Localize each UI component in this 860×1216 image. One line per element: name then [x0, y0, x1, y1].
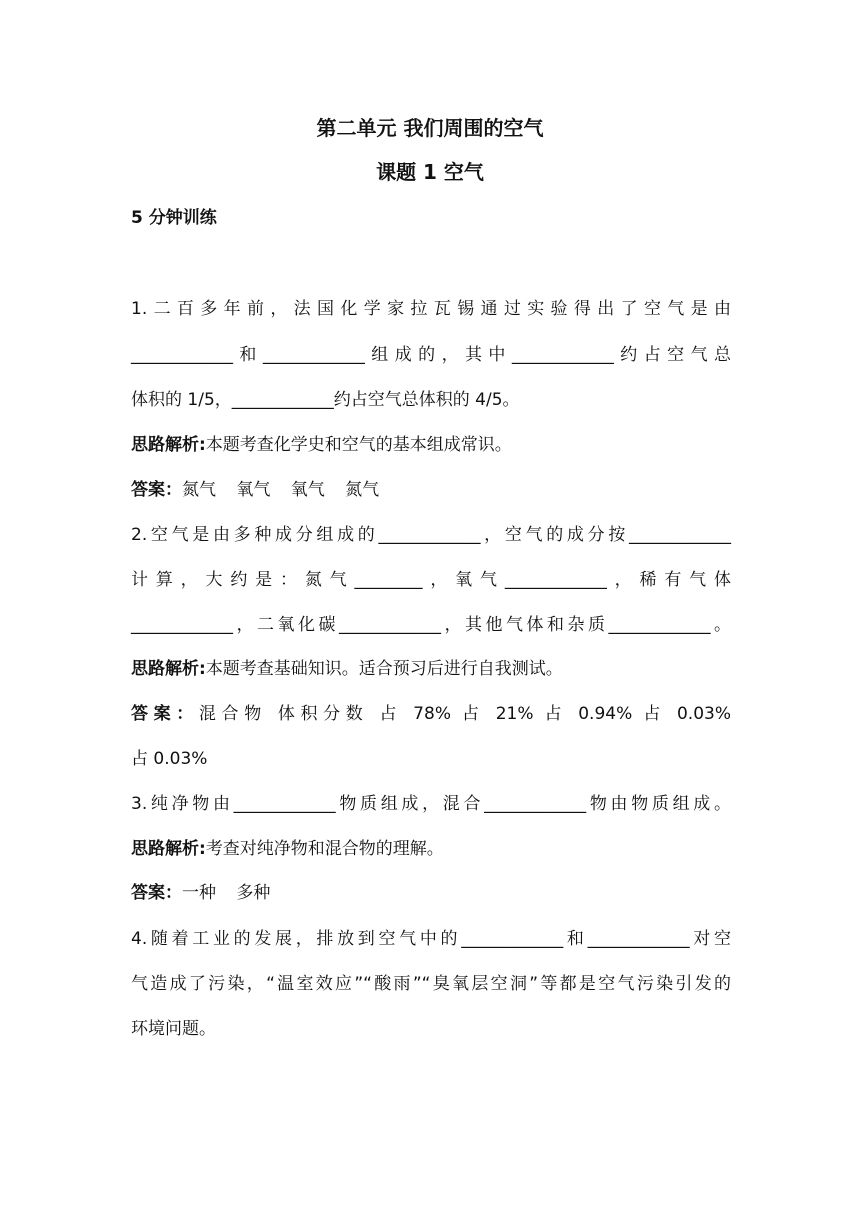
question-4-line-1: 4.随着工业的发展，排放到空气中的____________和____________对空: [131, 929, 731, 949]
analysis-label: 思路解析:: [131, 659, 206, 679]
question-1-answer: [131, 477, 731, 503]
question-4-line-2: 气造成了污染，“温室效应”“酸雨”“臭氧层空洞”等都是空气污染引发的: [131, 974, 731, 994]
question-2-line-2: 计算，大约是：氮气________，氧气____________，稀有气体: [131, 570, 731, 590]
analysis-label: 思路解析:: [131, 435, 206, 455]
question-1-line-3: 体积的 1/5，____________约占空气总体积的 4/5。: [131, 390, 520, 410]
answer-item: 混合物: [198, 704, 267, 724]
answer-item: 占 21%: [462, 704, 534, 724]
answer-item: 占 0.03%: [643, 704, 732, 724]
question-1-line-1: 1.二百多年前，法国化学家拉瓦锡通过实验得出了空气是由: [131, 299, 731, 319]
answer-item: 氧气: [236, 480, 271, 500]
answer-item: 氮气: [182, 480, 216, 500]
question-3-analysis: [131, 836, 731, 862]
question-2-line-3: ____________，二氧化碳____________，其他气体和杂质____________。: [131, 615, 731, 635]
lesson-title: 课题 1 空气: [376, 160, 484, 184]
question-1-analysis: [131, 432, 731, 458]
analysis-text: 本题考查化学史和空气的基本组成常识。: [205, 435, 512, 455]
question-2-answer: [131, 701, 731, 727]
unit-title: 第二单元 我们周围的空气: [316, 116, 544, 140]
answer-label: 答案：: [131, 704, 199, 724]
answer-item: 体积分数: [277, 704, 369, 724]
section-title: 5 分钟训练: [131, 208, 217, 228]
analysis-text: 考查对纯净物和混合物的理解。: [205, 839, 444, 859]
answer-item: 多种: [236, 883, 271, 903]
answer-item: 氧气: [290, 480, 325, 500]
answer-item: 一种: [182, 883, 216, 903]
question-4-line-3: 环境问题。: [131, 1019, 216, 1039]
analysis-label: 思路解析:: [131, 839, 206, 859]
question-2-analysis: [131, 656, 731, 682]
answer-item: 氮气: [345, 480, 380, 500]
question-1-line-2: ____________和____________组成的，其中____________约占空气总: [131, 345, 731, 365]
answer-label: 答案：: [131, 480, 182, 500]
question-2-line-1: 2.空气是由多种成分组成的____________，空气的成分按____________: [131, 525, 731, 545]
question-3-line-1: 3.纯净物由____________物质组成，混合____________物由物质组成。: [131, 794, 731, 814]
answer-item: 占 78%: [379, 704, 451, 724]
answer-label: 答案：: [131, 883, 182, 903]
question-2-answer-continued: 占 0.03%: [131, 749, 208, 769]
question-3-answer: [131, 880, 731, 906]
analysis-text: 本题考查基础知识。适合预习后进行自我测试。: [205, 659, 563, 679]
answer-item: 占 0.94%: [544, 704, 633, 724]
